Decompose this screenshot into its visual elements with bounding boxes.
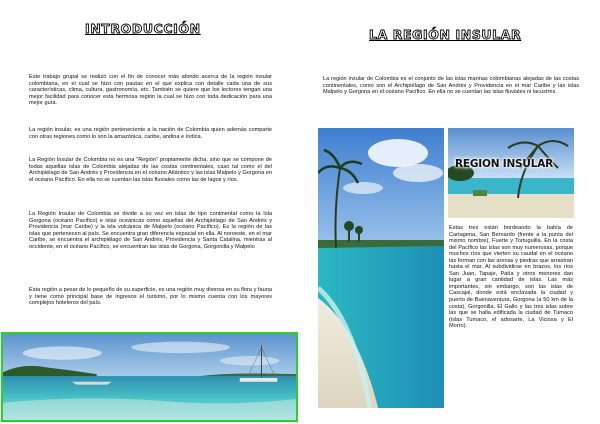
intro-paragraph-2: La región insular, es una región perteneciente a la nación de Colombia quien además comparte con otras regiones como lo son la amazónica, caribe, andina e índica.	[29, 127, 272, 140]
region-insular-label: REGION INSULAR	[455, 158, 554, 170]
region-side-paragraph: Estas tres están bordeando la bahía de Cartagena, San Bernardo (frente a la punta del mismo nombre), Fuerte y Tortuguilla. En la costa del Pacífico las islas son muy numerosas, porque muchos ríos que vierten su caudal en el océano las forman con las arenas y piedras que arrastran hasta el mar. Al subdividirse en brazos, los ríos San Juan, Tapaje, Patía y otros menores dan lugar a gran cantidad de islas. Las más importantes, sin embargo, son las islas de Cascajal, donde está enclavada la ciudad y puerto de Buenaventura, Gorgona (a 50 km de la costa), Gorgonilla, El Gallo y las tres islas sobre las que se halla edificada la ciudad de Tumaco (islas Tumaco, el adosarte, La Viciosa y El Morro).	[449, 225, 573, 330]
sailboat-beach-photo	[1, 332, 298, 422]
beach-palm-photo	[318, 128, 444, 408]
right-page	[300, 0, 600, 424]
region-intro-paragraph: La región insular de Colombia es el conjunto de las islas marinas colombianas alejadas de las costas continentales, como son el Archipiélago de San Andrés y Providencia en el mar Caribe y las islas Malpelo y Gorgona en el océano Pacífico. En ella no se cuentan las islas fluviales ni lacustres.	[323, 76, 579, 96]
intro-paragraph-1: Este trabajo grupal se realizó con el fin de conocer más afondo acerca de la región insular colombiana, en el cual se hizo con pautas en el que explica con detalle cada una de sus características, clima, cultura, gastronomía, etc. También se quiere que los lectores tengan una mejor facilidad para conocer esta hermosa región la cual se hizo con toda dedicación para una mejor guía.	[29, 74, 272, 107]
intro-paragraph-3: La Región Insular de Colombia no es una "Región" propiamente dicha, sino que se compone de todas aquellas islas de Colombia alejadas de las costas continentales, caso tal como el del Archipiélago de San Andrés y Providencia en el océano Atlántico y las islas Malpelo y Gorgona en el océano Pacífico. En ella no se cuentan las islas fluviales como las de lagos y ríos.	[29, 157, 272, 183]
intro-paragraph-4: La Región Insular de Colombia se divide a su vez en islas de tipo continental como la Isla Gorgona (océano Pacífico) e islas oceánicas como aquellas del Archipiélago de San Andrés y Providencia (mar Caribe) y la isla volcánica de Malpelo (océano Pacífico). Es la región de las islas que pertenecen al país. Se encuentra gran diferencia espacial en ella. Al noroeste, en el mar Caribe, se encuentra el archipiélago de San Andrés, Providencia y Santa Catalina, mientras al occidente, en el océano Pacífico, se encuentran las islas de Gorgona, Gorgonilla y Malpelo	[29, 211, 272, 250]
region-title: LA REGIÓN INSULAR	[369, 27, 522, 42]
intro-paragraph-5: Esta región a pesar de lo pequeño de su superficie, es una región muy diversa en su flora y fauna y tiene como principal base de ingresos el turismo, por lo mismo cuenta con los mayores complejos hoteleros del país.	[29, 287, 272, 307]
region-insular-photo	[448, 128, 574, 218]
intro-title: INTRODUCCIÓN	[85, 21, 201, 36]
